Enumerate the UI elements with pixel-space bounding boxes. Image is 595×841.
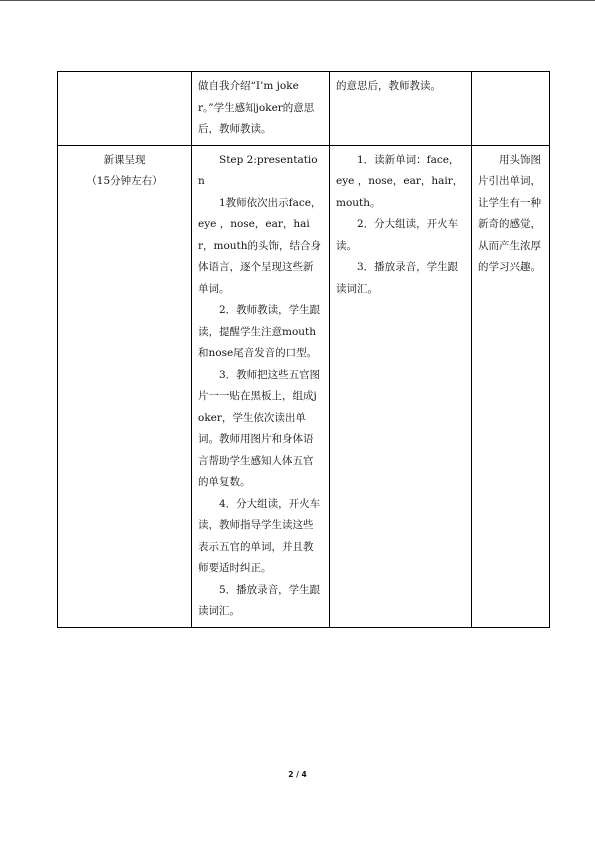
purpose-text: 用头饰图片引出单词，让学生有一种新奇的感觉，从而产生浓厚的学习兴趣。: [478, 153, 541, 273]
teacher-activity-cell: [192, 145, 330, 627]
student-step: 1．读新单词：face，eye ，nose，ear，hair，mouth。: [336, 153, 464, 209]
student-activity-cell: [330, 72, 472, 146]
teacher-activity-cell: [192, 72, 330, 146]
student-step: 3．播放录音，学生跟读词汇。: [336, 261, 459, 295]
stage-time: （15分钟左右）: [86, 175, 163, 187]
purpose-cell-empty: [472, 72, 550, 146]
student-activity-text: 的意思后，教师教读。: [336, 80, 441, 92]
teacher-activity-text: 做自我介绍“I’m joker。”学生感知joker的意思后，教师教读。: [198, 80, 315, 135]
teacher-step: 1教师依次出示face，eye ，nose，ear，hair，mouth的头饰，结合身体语言，逐个呈现这些新单词。: [198, 196, 322, 295]
stage-cell: [58, 145, 192, 627]
table-row: [58, 145, 550, 627]
lesson-plan-table: [57, 71, 550, 628]
header-rule: [0, 0, 595, 1]
student-activity-cell: [330, 145, 472, 627]
teacher-step: 4．分大组读，开火车读，教师指导学生读这些表示五官的单词，并且教师要适时纠正。: [198, 497, 321, 574]
student-step: 2．分大组读，开火车读。: [336, 218, 459, 252]
page-number: 2 / 4: [288, 770, 307, 779]
teacher-step: 3．教师把这些五官图片一一贴在黑板上，组成joker，学生依次读出单词。教师用图片和身体语言帮助学生感知人体五官的单复数。: [198, 368, 321, 488]
teacher-step: 5．播放录音，学生跟读词汇。: [198, 583, 321, 617]
table-row: [58, 72, 550, 146]
stage-cell-empty: [58, 72, 192, 146]
teacher-step: 2．教师教读，学生跟读，提醒学生注意mouth和nose尾音发音的口型。: [198, 304, 321, 359]
teacher-step-heading: Step 2:presentation: [198, 153, 318, 187]
purpose-cell: [472, 145, 550, 627]
stage-title: 新课呈现: [103, 153, 146, 166]
